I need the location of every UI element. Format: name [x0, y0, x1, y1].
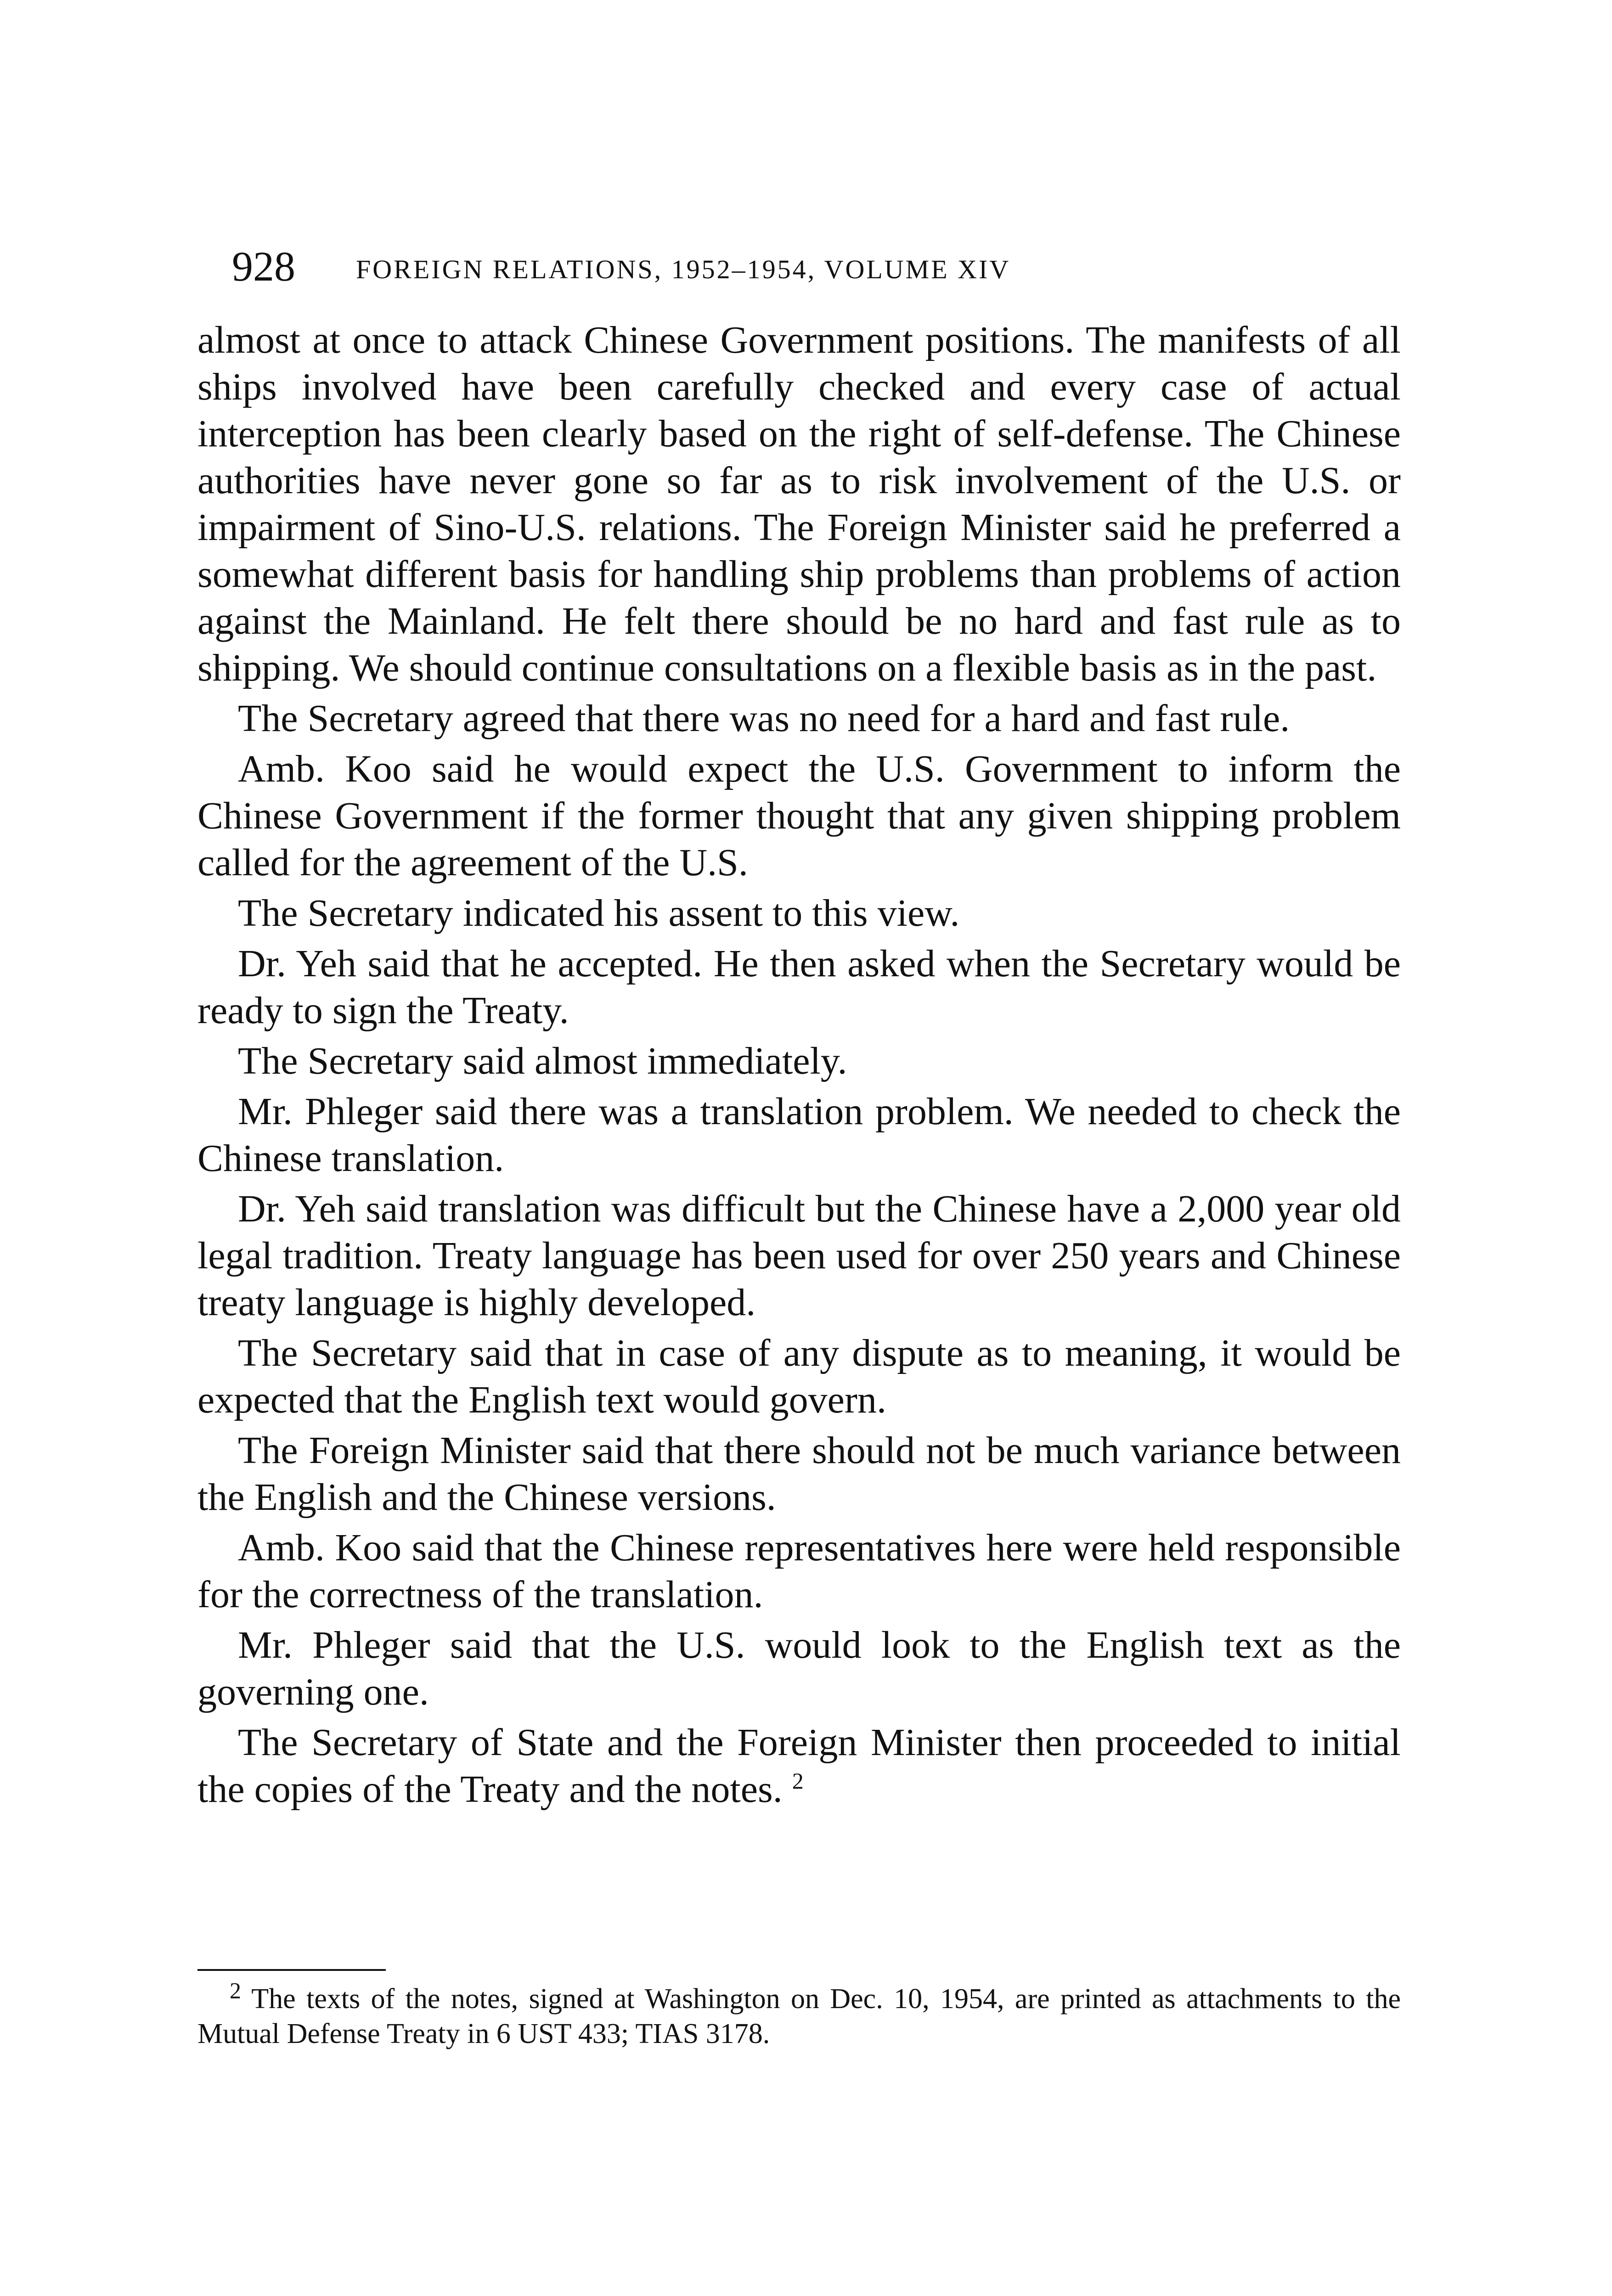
footnote-marker: 2 [230, 1977, 241, 2003]
paragraph: The Secretary agreed that there was no need for a hard and fast rule. [238, 697, 1290, 740]
paragraph: Dr. Yeh said translation was difficult but the Chinese have a 2,000 year old legal tradition. Treaty language has been used for over 250 years and Chinese treaty language is highly developed. [197, 1187, 1401, 1324]
paragraph: Mr. Phleger said there was a translation problem. We needed to check the Chinese translation. [197, 1090, 1401, 1180]
running-title: FOREIGN RELATIONS, 1952–1954, VOLUME XIV [356, 254, 1011, 284]
body-text [197, 317, 1401, 1813]
paragraph: Amb. Koo said that the Chinese representatives here were held responsible for the correctness of the translation. [197, 1526, 1401, 1616]
footnote-reference[interactable]: 2 [792, 1768, 804, 1794]
paragraph: Dr. Yeh said that he accepted. He then asked when the Secretary would be ready to sign the Treaty. [197, 942, 1401, 1032]
page-number: 928 [232, 243, 295, 290]
paragraph: almost at once to attack Chinese Government positions. The manifests of all ships involved have been carefully checked and every case of actual interception has been clearly based on the right of self-defense. The Chinese authorities have never gone so far as to risk involvement of the U.S. or impairment of Sino-U.S. relations. The Foreign Minister said he preferred a somewhat different basis for handling ship problems than problems of action against the Mainland. He felt there should be no hard and fast rule as to shipping. We should continue consultations on a flexible basis as in the past. [197, 319, 1401, 689]
page-header [232, 239, 1408, 303]
footnote-text: The texts of the notes, signed at Washington on Dec. 10, 1954, are printed as attachments to the Mutual Defense Treaty in 6 UST 433; TIAS 3178. [197, 1983, 1401, 2049]
paragraph: Amb. Koo said he would expect the U.S. Government to inform the Chinese Government if the former thought that any given shipping problem called for the agreement of the U.S. [197, 748, 1401, 884]
paragraph: The Foreign Minister said that there should not be much variance between the English and the Chinese versions. [197, 1429, 1401, 1519]
paragraph: The Secretary said that in case of any dispute as to meaning, it would be expected that the English text would govern. [197, 1332, 1401, 1421]
footnote-divider [197, 1969, 386, 1971]
footnote [197, 1977, 1401, 2051]
paragraph: The Secretary indicated his assent to this view. [238, 892, 960, 934]
paragraph: Mr. Phleger said that the U.S. would look to the English text as the governing one. [197, 1624, 1401, 1713]
paragraph: The Secretary said almost immediately. [238, 1040, 847, 1082]
final-paragraph [197, 1719, 1401, 1813]
paragraph-text: The Secretary of State and the Foreign Minister then proceeded to initial the copies of the Treaty and the notes. [197, 1721, 1401, 1811]
